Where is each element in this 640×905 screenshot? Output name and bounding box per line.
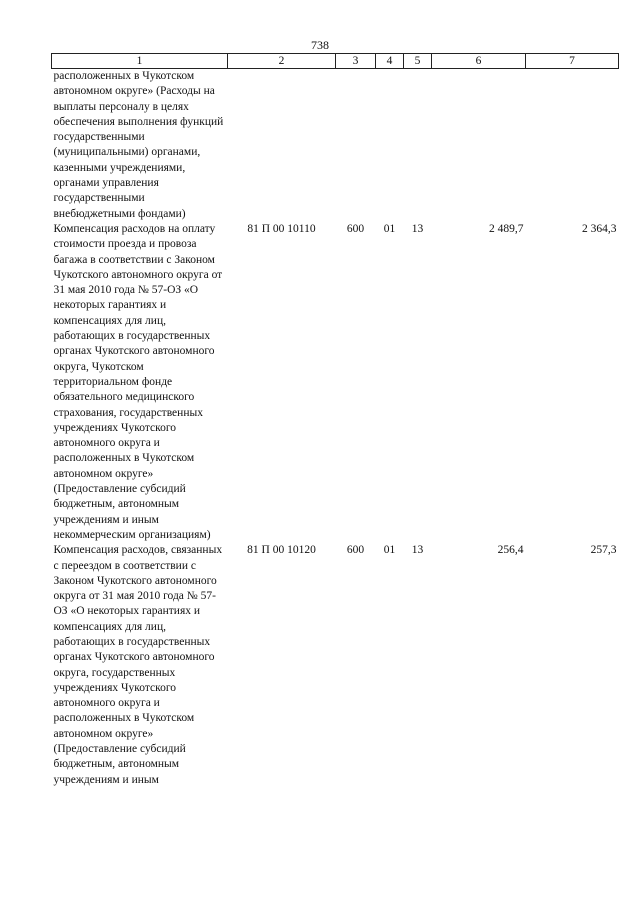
row-section: 01: [383, 544, 396, 557]
row-expense-type: [336, 69, 376, 222]
row-target-code: 81 П 00 10120: [247, 544, 316, 557]
row-target-code: 81 П 00 10110: [247, 222, 316, 235]
page-number: 738: [311, 38, 329, 52]
row-amount-year-2: 257,3: [590, 544, 617, 557]
column-header-1: 1: [52, 54, 228, 69]
row-amount-year-1: 2 489,7: [489, 222, 524, 235]
column-header-7: 7: [526, 54, 619, 69]
row-section: 01: [383, 222, 396, 235]
table-row: [52, 222, 619, 543]
table-row: [52, 69, 619, 222]
budget-table: [51, 53, 619, 788]
row-amount-year-1: [432, 69, 526, 222]
row-amount-year-2: [526, 69, 619, 222]
row-subsection: 13: [411, 544, 424, 557]
table-header-row: [52, 54, 619, 69]
row-expense-type: 600: [346, 544, 365, 557]
row-name: расположенных в Чукотском автономном округе» (Расходы на выплаты персоналу в целях обеспечения выполнения функций государственными (муниципальными) органами, казенными учреждениями, органами управления государственными внебюджетными фондами): [53, 70, 224, 220]
row-section: [376, 69, 404, 222]
table-row: [52, 543, 619, 788]
row-target-code: [228, 69, 336, 222]
column-header-2: 2: [228, 54, 336, 69]
row-expense-type: 600: [346, 222, 365, 235]
row-subsection: [404, 69, 432, 222]
column-header-3: 3: [336, 54, 376, 69]
row-amount-year-1: 256,4: [497, 544, 524, 557]
column-header-4: 4: [376, 54, 404, 69]
row-subsection: 13: [411, 222, 424, 235]
row-name: Компенсация расходов, связанных с переездом в соответствии с Законом Чукотского автономного округа от 31 мая 2010 года № 57-ОЗ «О некоторых гарантиях и компенсациях для лиц, работающих в государственных органах Чукотского автономного округа, государственных учреждениях Чукотского автономного округа и расположенных в Чукотском автономном округе» (Предоставление субсидий бюджетным, автономным учреждениям и иным: [53, 544, 223, 786]
row-amount-year-2: 2 364,3: [582, 222, 617, 235]
row-name: Компенсация расходов на оплату стоимости проезда и провоза багажа в соответствии с Законом Чукотского автономного округа от 31 мая 2010 года № 57-ОЗ «О некоторых гарантиях и компенсациях для лиц, работающих в государственных органах Чукотского автономного округа, Чукотском территориальном фонде обязательного медицинского страхования, государственных учреждениях Чукотского автономного округа и расположенных в Чукотском автономном округе» (Предоставление субсидий бюджетным, автономным учреждениям и иным некоммерческим организациям): [53, 222, 223, 541]
column-header-5: 5: [404, 54, 432, 69]
column-header-6: 6: [432, 54, 526, 69]
